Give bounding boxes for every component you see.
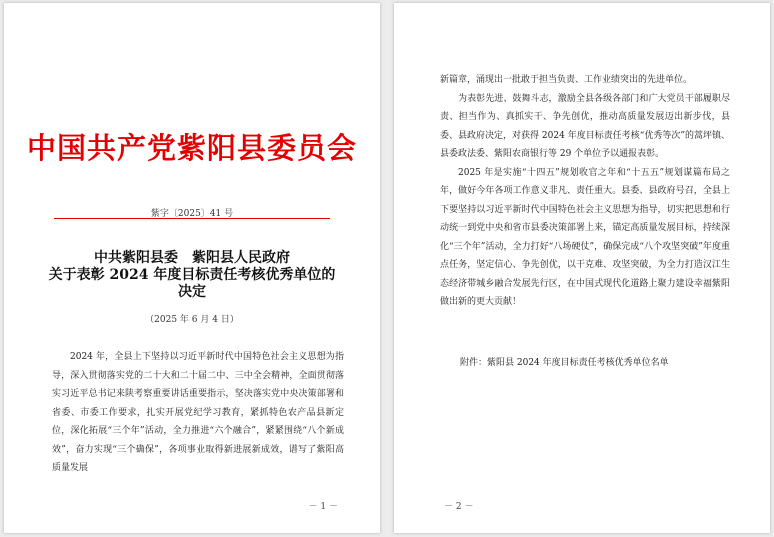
page-number: － 2 － <box>444 502 474 512</box>
body-paragraph: 新篇章，涌现出一批敢于担当负责、工作业绩突出的先进单位。 <box>440 75 693 85</box>
document-number: 紫字〔2025〕41 号 <box>150 209 234 219</box>
page-1-body <box>52 348 344 478</box>
title-line-1: 中共紫阳县委 紫阳县人民政府 <box>94 250 290 266</box>
document-date: （2025 年 6 月 4 日） <box>145 315 239 325</box>
body-paragraph: 为表彰先进、鼓舞斗志，激励全县各级各部门和广大党员干部履职尽责、担当作为、真抓实干、争先创优，推动高质量发展迈出新步伐，县委、县政府决定，对获得 2024 年度目标责任考核“优秀等次”的蒿坪镇、县委政法委、紫阳农商银行等 29 个单位予以通报表彰。 <box>440 93 730 159</box>
body-paragraph: 2024 年，全县上下坚持以习近平新时代中国特色社会主义思想为指导，深入贯彻落实党的二十大和二十届二中、三中全会精神，全面贯彻落实习近平总书记来陕考察重要讲话重要指示，坚决落实党中央决策部署和省委、市委工作要求，扎实开展党纪学习教育，紧抓特色农产品县新定位，深化拓展“三个年”活动，全力推进“六个融合”，紧紧围绕“八个新成效”，奋力实现“三个确保”，各项事业取得新进展新成效，谱写了紫阳高质量发展 <box>52 352 344 473</box>
body-paragraph: 2025 年是实施“十四五”规划收官之年和“十五五”规划谋篇布局之年，做好今年各项工作意义非凡、责任重大。县委、县政府号召，全县上下要坚持以习近平新时代中国特色社会主义思想为指导，切实把思想和行动统一到党中央和省市县委决策部署上来，锚定高质量发展目标，持续深化“三个年”活动，全力打好“八场硬仗”，确保完成“八个攻坚突破”年度重点任务，坚定信心、争先创优，以干克难、攻坚突破，为全力打造汉江生态经济带城乡融合发展先行区，在中国式现代化道路上聚力建设幸福紫阳做出新的更大贡献！ <box>440 167 730 307</box>
attachment-note: 附件：紫阳县 2024 年度目标责任考核优秀单位名单 <box>460 358 669 368</box>
page-2-body <box>440 71 730 312</box>
page-number: － 1 － <box>308 502 338 512</box>
red-divider-line <box>54 218 330 219</box>
red-masthead: 中国共产党紫阳县委员会 <box>26 131 357 165</box>
title-line-3: 决定 <box>178 284 206 300</box>
page-1 <box>4 3 380 533</box>
document-title <box>24 250 360 301</box>
title-line-2: 关于表彰 2024 年度目标责任考核优秀单位的 <box>48 267 336 283</box>
page-2 <box>394 3 770 533</box>
